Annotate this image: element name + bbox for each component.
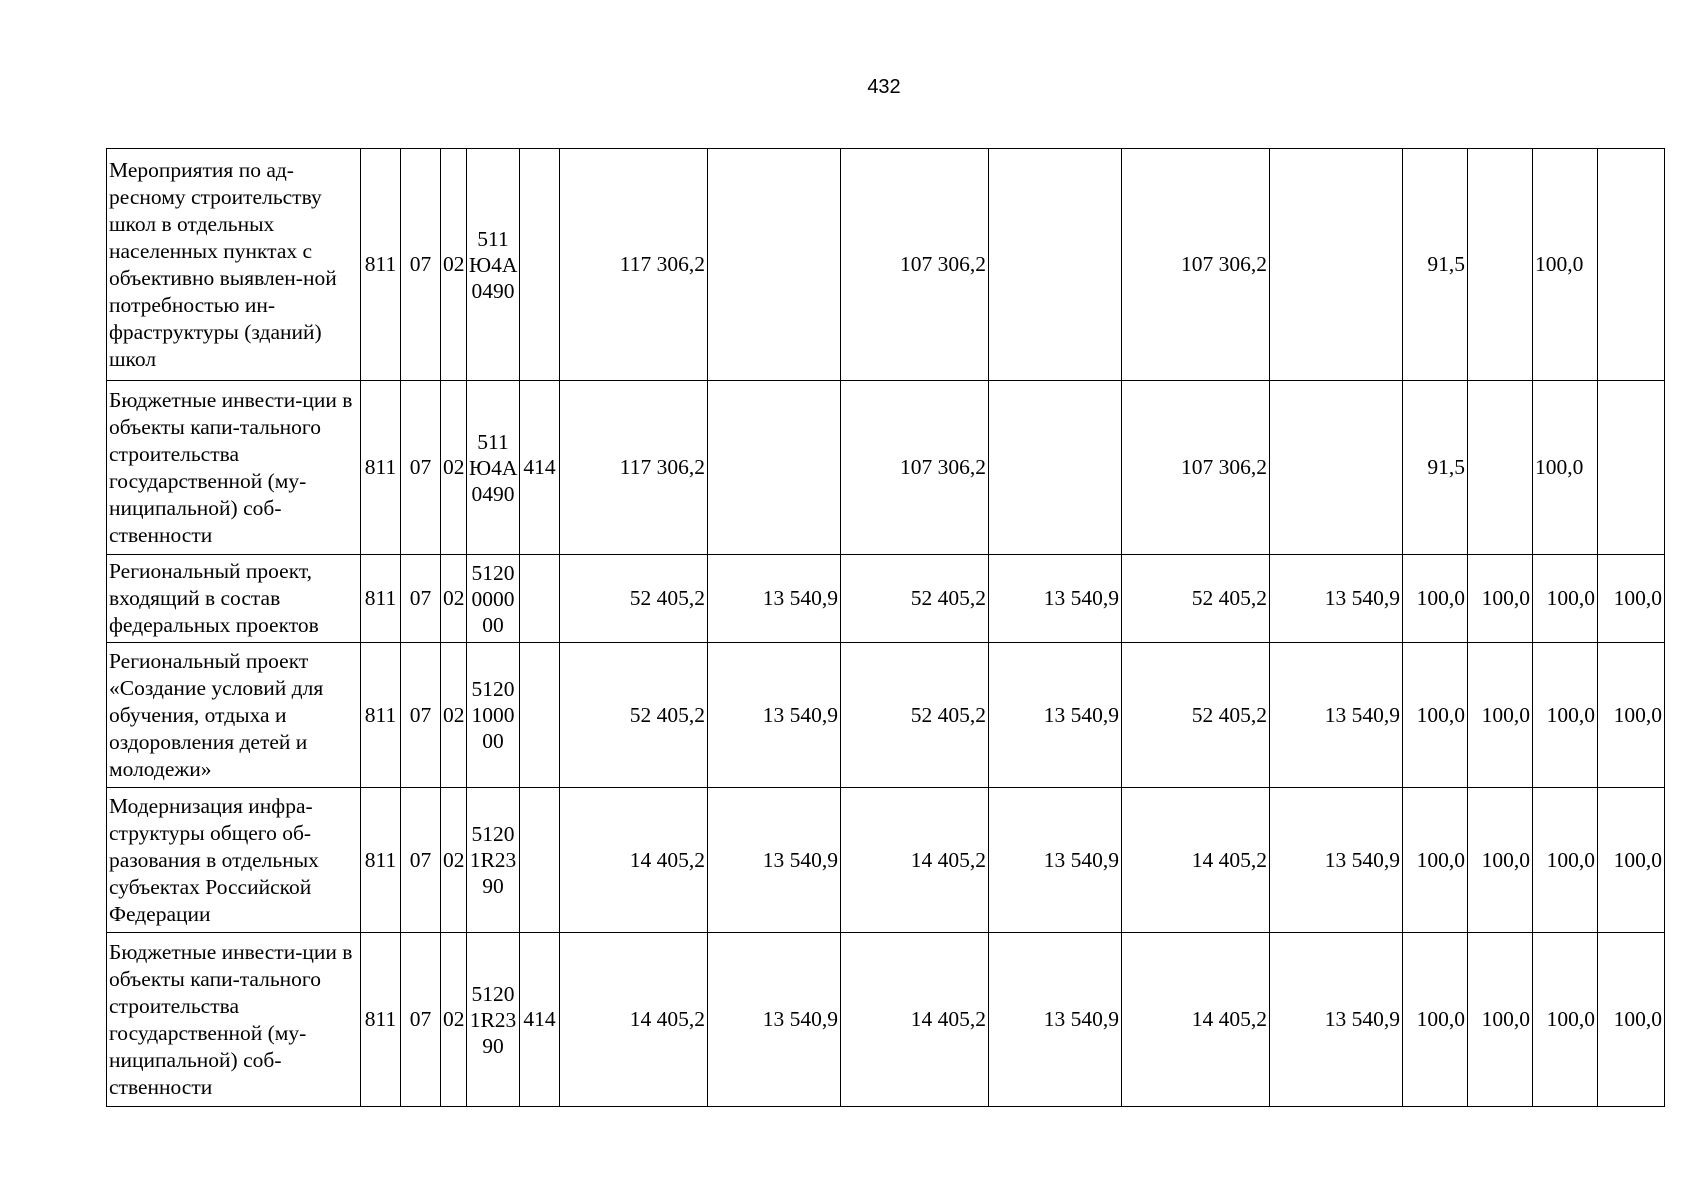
expense-type-code (520, 149, 560, 381)
approved-federal: 13 540,9 (989, 933, 1122, 1107)
executed-total: 107 306,2 (1122, 381, 1270, 555)
plan-federal: 13 540,9 (708, 643, 841, 788)
percent-plan-total: 100,0 (1403, 933, 1468, 1107)
executed-total: 52 405,2 (1122, 643, 1270, 788)
percent-plan-federal: 100,0 (1468, 555, 1533, 643)
approved-total: 14 405,2 (841, 788, 989, 933)
executed-total: 52 405,2 (1122, 555, 1270, 643)
percent-plan-federal: 100,0 (1468, 933, 1533, 1107)
percent-approved-total: 100,0 (1533, 149, 1598, 381)
approved-total: 52 405,2 (841, 555, 989, 643)
plan-total: 52 405,2 (560, 555, 708, 643)
table-row (107, 788, 1665, 933)
percent-approved-federal (1598, 149, 1665, 381)
table-body (107, 149, 1665, 1107)
plan-total: 117 306,2 (560, 381, 708, 555)
executed-federal: 13 540,9 (1270, 643, 1403, 788)
expense-type-code (520, 643, 560, 788)
table-row (107, 381, 1665, 555)
plan-federal: 13 540,9 (708, 933, 841, 1107)
expense-type-code: 414 (520, 381, 560, 555)
ministry-code: 811 (361, 149, 401, 381)
approved-total: 107 306,2 (841, 381, 989, 555)
subsection-code: 02 (441, 788, 467, 933)
budget-table (106, 148, 1665, 1107)
percent-approved-federal: 100,0 (1598, 788, 1665, 933)
expense-type-code: 414 (520, 933, 560, 1107)
row-name: Модернизация инфра-структуры общего об-разования в отдельных субъектах Российской Федерации (107, 788, 361, 933)
approved-total: 14 405,2 (841, 933, 989, 1107)
percent-plan-federal (1468, 381, 1533, 555)
executed-federal (1270, 381, 1403, 555)
percent-approved-total: 100,0 (1533, 788, 1598, 933)
plan-total: 52 405,2 (560, 643, 708, 788)
executed-total: 14 405,2 (1122, 933, 1270, 1107)
approved-federal: 13 540,9 (989, 788, 1122, 933)
subsection-code: 02 (441, 381, 467, 555)
percent-approved-total: 100,0 (1533, 933, 1598, 1107)
executed-federal: 13 540,9 (1270, 788, 1403, 933)
executed-federal: 13 540,9 (1270, 555, 1403, 643)
ministry-code: 811 (361, 933, 401, 1107)
table-row (107, 643, 1665, 788)
row-name: Бюджетные инвести-ции в объекты капи-тального строительства государственной (му-ниципальной) соб-ственности (107, 933, 361, 1107)
executed-federal (1270, 149, 1403, 381)
table-row (107, 149, 1665, 381)
ministry-code: 811 (361, 381, 401, 555)
percent-plan-total: 100,0 (1403, 788, 1468, 933)
expense-type-code (520, 555, 560, 643)
section-code: 07 (401, 381, 441, 555)
percent-plan-total: 100,0 (1403, 555, 1468, 643)
percent-approved-federal: 100,0 (1598, 933, 1665, 1107)
plan-total: 117 306,2 (560, 149, 708, 381)
row-name: Региональный проект, входящий в состав федеральных проектов (107, 555, 361, 643)
row-name: Мероприятия по ад-ресному строительству школ в отдельных населенных пунктах с объективно выявлен-ной потребностью ин-фраструктуры (зданий) школ (107, 149, 361, 381)
approved-federal (989, 381, 1122, 555)
target-article-code: 5120 0000 00 (467, 555, 520, 643)
percent-plan-total: 91,5 (1403, 149, 1468, 381)
plan-federal (708, 381, 841, 555)
executed-total: 107 306,2 (1122, 149, 1270, 381)
plan-total: 14 405,2 (560, 933, 708, 1107)
expense-type-code (520, 788, 560, 933)
section-code: 07 (401, 788, 441, 933)
percent-plan-federal: 100,0 (1468, 643, 1533, 788)
target-article-code: 5120 1R23 90 (467, 788, 520, 933)
percent-plan-total: 100,0 (1403, 643, 1468, 788)
ministry-code: 811 (361, 555, 401, 643)
ministry-code: 811 (361, 643, 401, 788)
percent-approved-federal (1598, 381, 1665, 555)
section-code: 07 (401, 643, 441, 788)
approved-federal: 13 540,9 (989, 643, 1122, 788)
section-code: 07 (401, 555, 441, 643)
target-article-code: 511 Ю4А 0490 (467, 149, 520, 381)
plan-federal: 13 540,9 (708, 788, 841, 933)
section-code: 07 (401, 933, 441, 1107)
table-row (107, 933, 1665, 1107)
percent-plan-federal (1468, 149, 1533, 381)
ministry-code: 811 (361, 788, 401, 933)
approved-federal: 13 540,9 (989, 555, 1122, 643)
plan-federal: 13 540,9 (708, 555, 841, 643)
target-article-code: 5120 1000 00 (467, 643, 520, 788)
subsection-code: 02 (441, 555, 467, 643)
percent-plan-federal: 100,0 (1468, 788, 1533, 933)
row-name: Бюджетные инвести-ции в объекты капи-тального строительства государственной (му-ниципальной) соб-ственности (107, 381, 361, 555)
section-code: 07 (401, 149, 441, 381)
percent-approved-total: 100,0 (1533, 555, 1598, 643)
row-name: Региональный проект «Создание условий для обучения, отдыха и оздоровления детей и молодежи» (107, 643, 361, 788)
percent-approved-federal: 100,0 (1598, 643, 1665, 788)
page-number: 432 (867, 76, 901, 98)
percent-plan-total: 91,5 (1403, 381, 1468, 555)
executed-total: 14 405,2 (1122, 788, 1270, 933)
subsection-code: 02 (441, 933, 467, 1107)
subsection-code: 02 (441, 149, 467, 381)
approved-total: 107 306,2 (841, 149, 989, 381)
plan-total: 14 405,2 (560, 788, 708, 933)
approved-federal (989, 149, 1122, 381)
subsection-code: 02 (441, 643, 467, 788)
target-article-code: 511 Ю4А 0490 (467, 381, 520, 555)
plan-federal (708, 149, 841, 381)
percent-approved-total: 100,0 (1533, 381, 1598, 555)
table-row (107, 555, 1665, 643)
executed-federal: 13 540,9 (1270, 933, 1403, 1107)
approved-total: 52 405,2 (841, 643, 989, 788)
percent-approved-federal: 100,0 (1598, 555, 1665, 643)
target-article-code: 5120 1R23 90 (467, 933, 520, 1107)
percent-approved-total: 100,0 (1533, 643, 1598, 788)
